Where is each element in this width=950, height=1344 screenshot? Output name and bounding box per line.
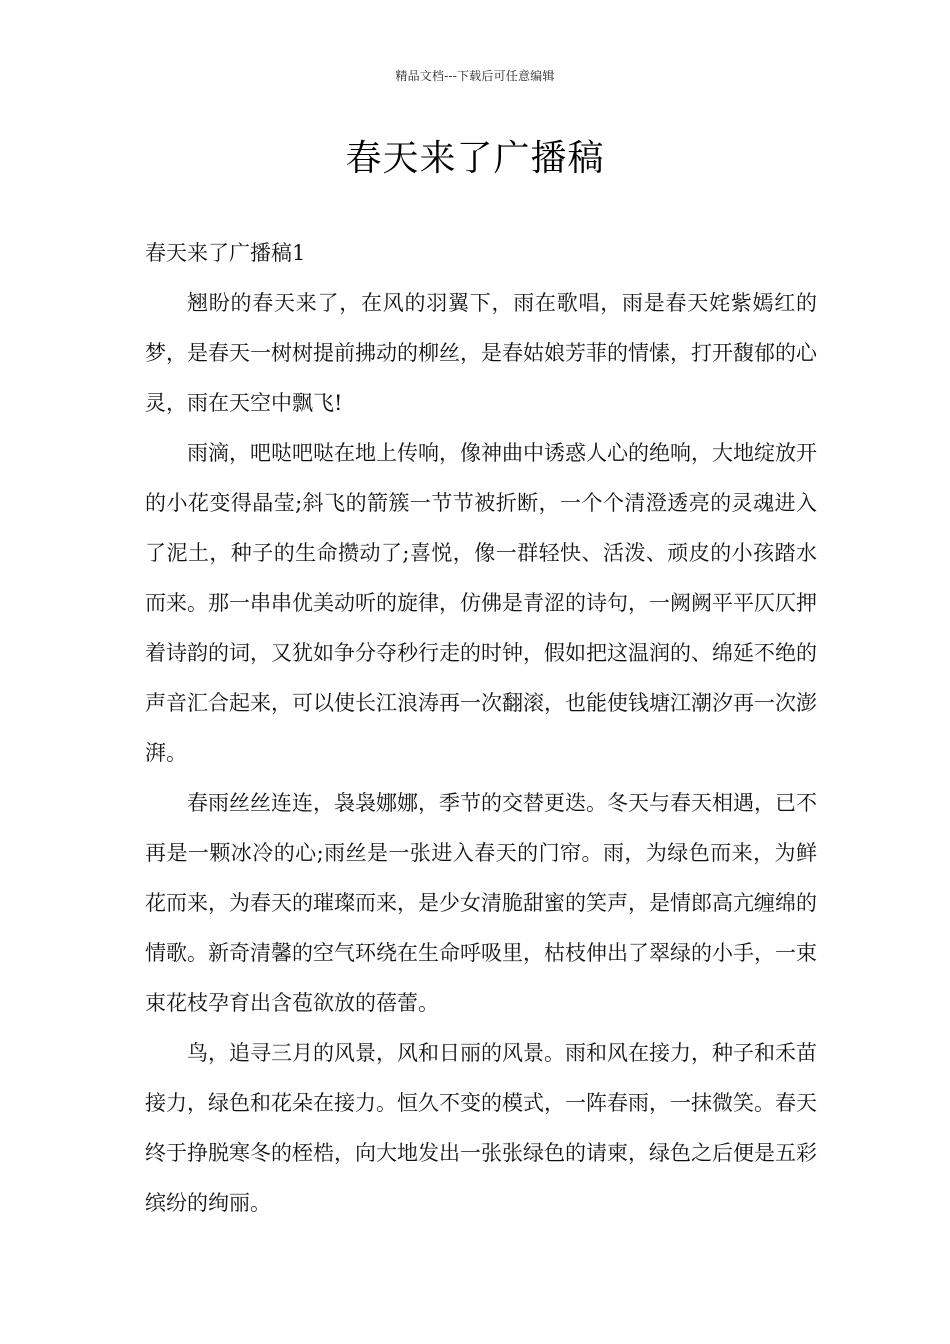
section-subheading: 春天来了广播稿1 [145,241,306,265]
document-body [145,228,817,1228]
document-title: 春天来了广播稿 [345,138,605,179]
paragraph-1: 翘盼的春天来了，在风的羽翼下，雨在歌唱，雨是春天姹紫嫣红的梦，是春天一树树提前拂动的柳丝，是春姑娘芳菲的情愫，打开馥郁的心灵，雨在天空中飘飞! [145,291,817,415]
paragraph-2: 雨滴，吧哒吧哒在地上传响，像神曲中诱惑人心的绝响，大地绽放开的小花变得晶莹;斜飞的箭簇一节节被折断，一个个清澄透亮的灵魂进入了泥土，种子的生命攒动了;喜悦，像一群轻快、活泼、顽皮的小孩踏水而来。那一串串优美动听的旋律，仿佛是青涩的诗句，一阙阙平平仄仄押着诗韵的词，又犹如争分夺秒行走的时钟，假如把这温润的、绵延不绝的声音汇合起来，可以使长江浪涛再一次翻滚，也能使钱塘江潮汐再一次澎湃。 [145,441,817,765]
page-header-note: 精品文档---下载后可任意编辑 [395,69,555,83]
paragraph-3: 春雨丝丝连连，袅袅娜娜，季节的交替更迭。冬天与春天相遇，已不再是一颗冰冷的心;雨丝是一张进入春天的门帘。雨，为绿色而来，为鲜花而来，为春天的璀璨而来，是少女清脆甜蜜的笑声，是情郎高亢缠绵的情歌。新奇清馨的空气环绕在生命呼吸里，枯枝伸出了翠绿的小手，一束束花枝孕育出含苞欲放的蓓蕾。 [145,791,817,1015]
paragraph-4: 鸟，追寻三月的风景，风和日丽的风景。雨和风在接力，种子和禾苗接力，绿色和花朵在接力。恒久不变的模式，一阵春雨，一抹微笑。春天终于挣脱寒冬的桎梏，向大地发出一张张绿色的请柬，绿色之后便是五彩缤纷的绚丽。 [145,1041,817,1215]
